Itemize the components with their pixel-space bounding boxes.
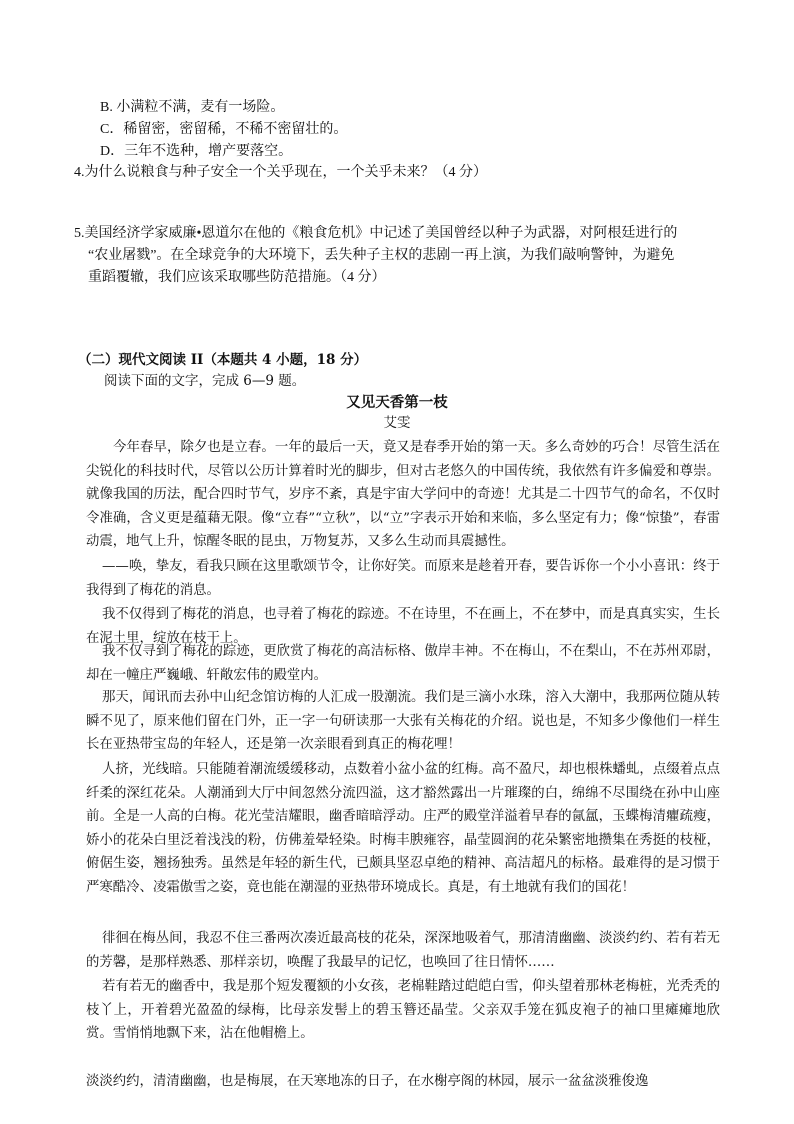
paragraph-1 <box>86 436 720 554</box>
paragraph-9 <box>86 1070 720 1094</box>
article-title: 又见天香第一枝 <box>346 394 448 411</box>
section-heading: （二）现代文阅读 II（本题共 4 小题，18 分） <box>78 352 368 368</box>
paragraph-text: 我不仅寻到了梅花的踪迹，更欣赏了梅花的高洁标格、傲岸丰神。不在梅山，不在梨山，不在苏州邓尉，却在一幢庄严巍峨、轩敞宏伟的殿堂内。 <box>86 644 720 683</box>
question-5-line-3: 重蹈覆辙，我们应该采取哪些防范措施。（4 分） <box>88 270 386 285</box>
paragraph-6 <box>86 758 720 900</box>
article-author: 艾雯 <box>383 415 411 431</box>
paragraph-text: 徘徊在梅丛间，我忍不住三番两次凑近最高枝的花朵，深深地吸着气，那清清幽幽、淡淡约约、若有若无的芳馨，是那样熟悉、那样亲切，唤醒了我最早的记忆，也唤回了往日情怀…… <box>86 931 720 970</box>
option-b: B. 小满粒不满，麦有一场险。 <box>100 100 285 115</box>
question-5-line-2: “农业屠戮”。在全球竞争的大环境下，丢失种子主权的悲剧一再上演，为我们敲响警钟，为避免 <box>88 248 675 263</box>
option-c: C．稀留密，密留稀，不稀不密留壮的。 <box>100 122 348 137</box>
option-d: D．三年不选种，增产要落空。 <box>100 144 293 159</box>
paragraph-text: 我不仅得到了梅花的消息，也寻着了梅花的踪迹。不在诗里，不在画上，不在梦中，而是真真实实，生长在泥土里，绽放在枝干上。 <box>86 607 720 646</box>
reading-instruction: 阅读下面的文字，完成 6—9 题。 <box>104 373 306 389</box>
paragraph-2 <box>86 555 720 602</box>
paragraph-text: 淡淡约约，清清幽幽，也是梅展，在天寒地冻的日子，在水榭亭阁的林园，展示一盆盆淡雅俊逸 <box>86 1074 649 1089</box>
question-5-line-1: 5.美国经济学家威廉•恩道尔在他的《粮食危机》中记述了美国曾经以种子为武器，对阿根廷进行的 <box>74 226 678 241</box>
question-4: 4.为什么说粮食与种子安全一个关乎现在，一个关乎未来？（4 分） <box>74 165 487 180</box>
paragraph-text: 今年春早，除夕也是立春。一年的最后一天，竟又是春季开始的第一天。多么奇妙的巧合！尽管生活在尖锐化的科技时代，尽管以公历计算着时光的脚步，但对古老悠久的中国传统，我依然有许多偏爱和尊崇。就像我国的历法，配合四时节气，岁序不紊，真是宇宙大学问中的奇迹！尤其是二十四节气的命名，不仅时令准确，含义更是蕴藉无限。像“立春”“立秋”，以“立”字表示开始和来临，多么坚定有力；像“惊蛰”，春雷动震，地气上升，惊醒冬眠的昆虫，万物复苏，又多么生动而具震撼性。 <box>86 440 720 550</box>
paragraph-4 <box>86 640 720 687</box>
paragraph-text: 人挤，光线暗。只能随着潮流缓缓移动，点数着小盆小盆的红梅。高不盈尺，却也根株蟠虬，点缀着点点纤柔的深红花朵。人潮涌到大厅中间忽然分流四溢，这才豁然露出一片璀璨的白，绵绵不尽围绕在孙中山座前。全是一人高的白梅。花光莹洁耀眼，幽香暗暗浮动。庄严的殿堂洋溢着早春的氤氲，玉蝶梅清癯疏瘦，娇小的花朵白里泛着浅浅的粉，仿佛羞晕轻染。时梅丰腴雍容，晶莹圆润的花朵繁密地攒集在秀挺的枝桠，俯倨生姿，翘扬独秀。虽然是年轻的新生代，已颇具坚忍卓绝的精神、高洁超凡的标格。最难得的是习惯于严寒酷冷、凌霜傲雪之姿，竟也能在潮湿的亚热带环境成长。真是，有土地就有我们的国花！ <box>86 762 720 895</box>
paragraph-text: 若有若无的幽香中，我是那个短发覆额的小女孩，老棉鞋踏过皑皑白雪，仰头望着那林老梅桩，光秃秃的枝丫上，开着碧光盈盈的绿梅，比母亲发髻上的碧玉簪还晶莹。父亲双手笼在狐皮袍子的袖口里瘫瘫地欣赏。雪悄悄地飘下来，沾在他帽檐上。 <box>86 979 720 1042</box>
paragraph-8 <box>86 975 720 1046</box>
paragraph-7 <box>86 927 720 974</box>
paragraph-text: ——唤，挚友，看我只顾在这里歌颂节令，让你好笑。而原来是趁着开春，要告诉你一个小小喜讯：终于我得到了梅花的消息。 <box>86 559 720 598</box>
paragraph-text: 那天，闻讯而去孙中山纪念馆访梅的人汇成一股潮流。我们是三滴小水珠，溶入大潮中，我那两位随从转瞬不见了，原来他们留在门外，正一字一句研读那一大张有关梅花的介绍。说也是，不知多少像他们一样生长在亚热带宝岛的年轻人，还是第一次亲眼看到真正的梅花哩！ <box>86 690 720 753</box>
paragraph-5 <box>86 686 720 757</box>
